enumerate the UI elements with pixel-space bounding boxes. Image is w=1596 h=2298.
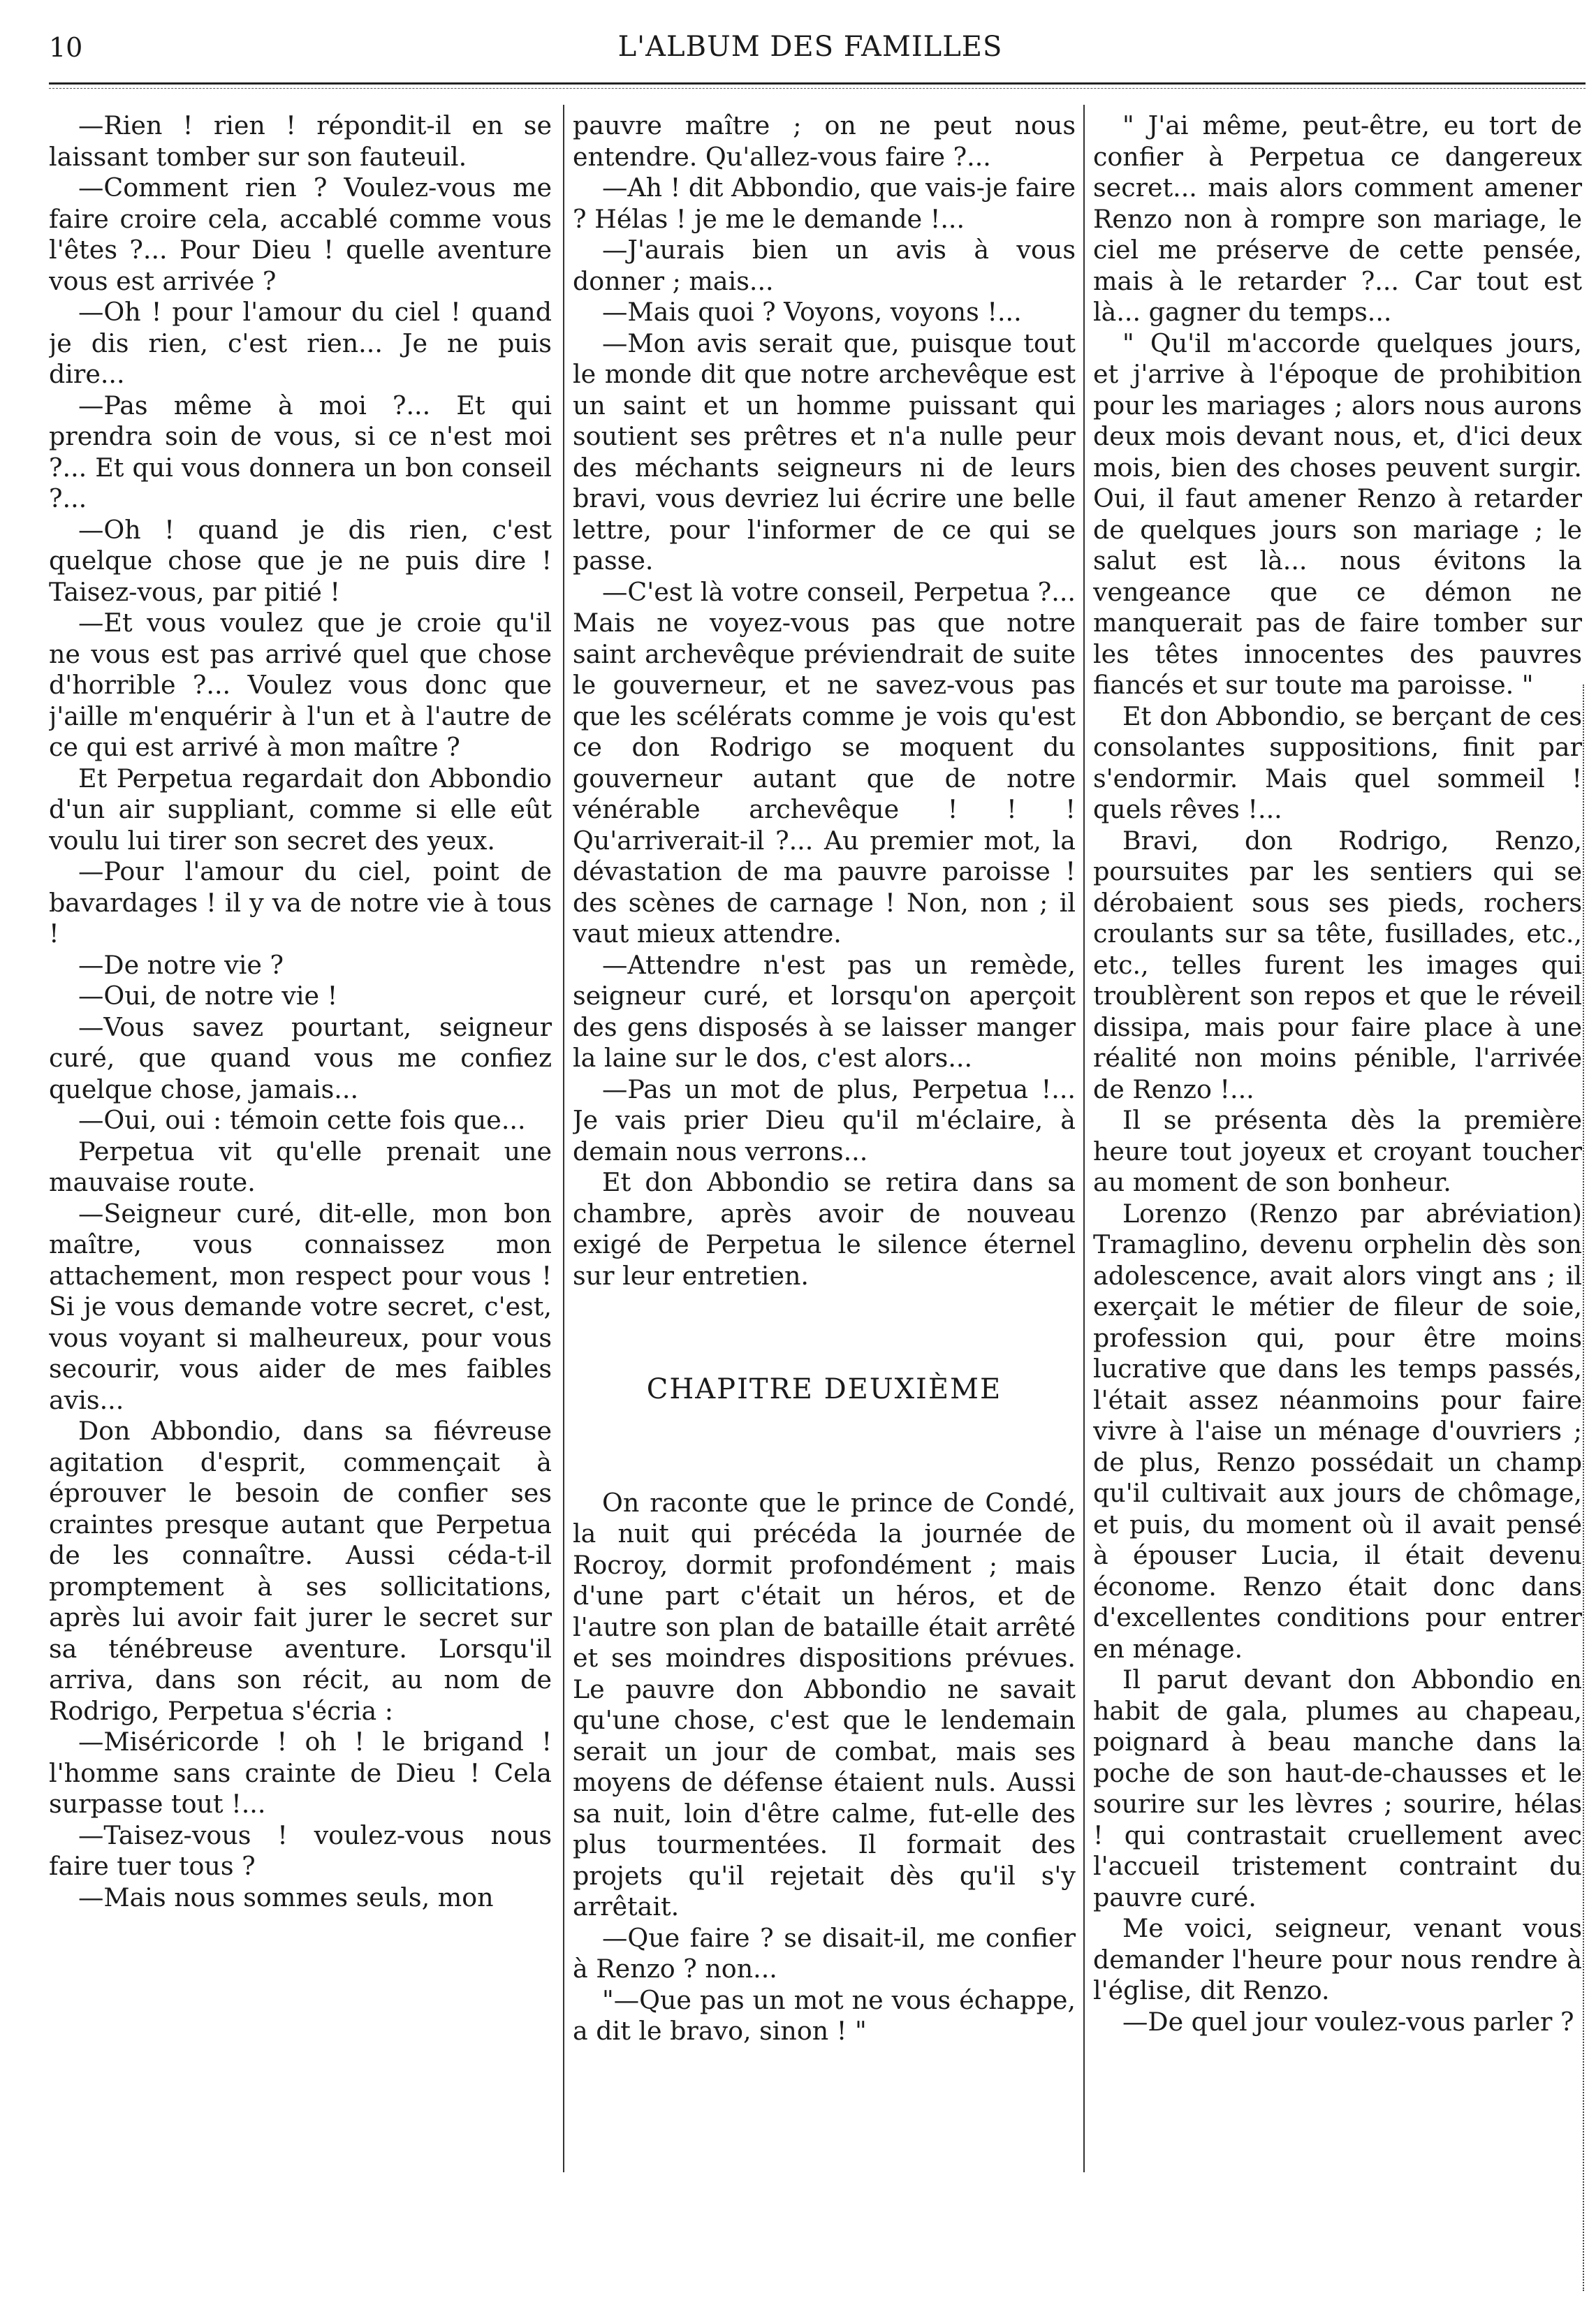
paragraph: —C'est là votre conseil, Perpetua ?... Mais ne voyez-vous pas que notre saint archevêque préviendrait de suite le gouverneur, et ne savez-vous pas que les scélérats comme je vois qu'est ce don Rodrigo se moquent du gouverneur autant que de notre vénérable archevêque ! ! ! Qu'arriverait-il ?... Au premier mot, la dévastation de ma pauvre paroisse ! des scènes de carnage ! Non, non ; il vaut mieux attendre. [573,576,1076,949]
column-divider [1083,105,1085,2172]
paragraph: Perpetua vit qu'elle prenait une mauvaise route. [49,1136,552,1197]
paragraph: Et don Abbondio se retira dans sa chambre, après avoir de nouveau exigé de Perpetua le silence éternel sur leur entretien. [573,1167,1076,1291]
paragraph: —Attendre n'est pas un remède, seigneur curé, et lorsqu'on aperçoit des gens disposés à se laisser manger la laine sur le dos, c'est alors... [573,949,1076,1073]
paragraph: " J'ai même, peut-être, eu tort de confier à Perpetua ce dangereux secret... mais alors comment amener Renzo non à rompre son mariage, le ciel me préserve de cette pensée, mais à le retarder ?... Car tout est là... gagner du temps... [1093,110,1582,327]
paragraph: Don Abbondio, dans sa fiévreuse agitation d'esprit, commençait à éprouver le besoin de confier ses craintes presque autant que Perpetua de les connaître. Aussi céda-t-il promptement à ses sollicitations, après lui avoir fait jurer le secret sur sa ténébreuse aventure. Lorsqu'il arriva, dans son récit, au nom de Rodrigo, Perpetua s'écria : [49,1416,552,1726]
paragraph: —Oui, oui : témoin cette fois que... [78,1105,526,1135]
paragraph: —Seigneur curé, dit-elle, mon bon maître, vous connaissez mon attachement, mon respect pour vous ! Si je vous demande votre secret, c'est, vous voyant si malheureux, pour vous secourir, vous aider de mes faibles avis... [49,1198,552,1415]
paragraph: "—Que pas un mot ne vous échappe, a dit le bravo, sinon ! " [573,1984,1076,2046]
column-2-continuation [573,110,1076,1291]
paragraph: —Miséricorde ! oh ! le brigand ! l'homme sans crainte de Dieu ! Cela surpasse tout !... [49,1727,552,1819]
column-divider [563,105,564,2172]
paragraph: —Vous savez pourtant, seigneur curé, que quand vous me confiez quelque chose, jamais... [49,1011,552,1104]
paragraph: —Oh ! pour l'amour du ciel ! quand je dis rien, c'est rien... Je ne puis dire... [49,297,552,389]
paragraph: —De quel jour voulez-vous parler ? [1122,2006,1574,2037]
text-column-1 [49,110,552,2234]
paragraph: —Mon avis serait que, puisque tout le monde dit que notre archevêque est un saint et un homme puissant qui soutient ses prêtres et n'a nulle peur des méchants seigneurs ni de leurs bravi, vous devriez lui écrire une belle lettre, pour l'informer de ce qui se passe. [573,328,1076,576]
paragraph: Et Perpetua regardait don Abbondio d'un air suppliant, comme si elle eût voulu lui tirer son secret des yeux. [49,763,552,856]
page-edge-dots [1583,685,1584,2291]
paragraph: —Que faire ? se disait-il, me confier à Renzo ? non... [573,1922,1076,1984]
paragraph: —J'aurais bien un avis à vous donner ; mais... [573,235,1076,296]
paragraph: —Mais nous sommes seuls, mon [78,1882,494,1912]
text-column-2 [573,110,1076,2234]
paragraph: pauvre maître ; on ne peut nous entendre. Qu'allez-vous faire ?... [573,110,1076,172]
text-column-3 [1093,110,1582,2234]
page-header [49,28,1572,70]
paragraph: —Ah ! dit Abbondio, que vais-je faire ? Hélas ! je me le demande !... [573,173,1076,234]
paragraph: —Taisez-vous ! voulez-vous nous faire tuer tous ? [49,1820,552,1881]
paragraph: Lorenzo (Renzo par abréviation) Tramaglino, devenu orphelin dès son adolescence, avait alors vingt ans ; il exerçait le métier de fileur de soie, profession qui, pour être moins lucrative que dans les temps passés, l'était assez néanmoins pour faire vivre à l'aise un ménage d'ouvriers ; de plus, Renzo possédait un champ qu'il cultivait aux jours de chômage, et puis, du moment où il avait pensé à épouser Lucia, il était devenu économe. Renzo était donc dans d'excellentes conditions pour entrer en ménage. [1093,1198,1582,1664]
paragraph: —Mais quoi ? Voyons, voyons !... [602,297,1022,327]
paragraph: —Pour l'amour du ciel, point de bavardages ! il y va de notre vie à tous ! [49,856,552,949]
header-rule-dashed [49,88,1586,89]
chapter-heading: CHAPITRE DEUXIÈME [646,1373,1002,1405]
chapter-two-opening [573,1488,1076,2047]
paragraph: Il se présenta dès la première heure tout joyeux et croyant toucher au moment de son bonheur. [1093,1105,1582,1197]
page-number: 10 [49,32,83,63]
paragraph: —Rien ! rien ! répondit-il en se laissant tomber sur son fauteuil. [49,110,552,172]
journal-title: L'ALBUM DES FAMILLES [617,31,1003,63]
paragraph: —Oh ! quand je dis rien, c'est quelque chose que je ne puis dire ! Taisez-vous, par pitié ! [49,514,552,607]
paragraph: —De notre vie ? [78,949,284,980]
paragraph: —Pas même à moi ?... Et qui prendra soin de vous, si ce n'est moi ?... Et qui vous donnera un bon conseil ?... [49,390,552,513]
paragraph: —Pas un mot de plus, Perpetua !... Je vais prier Dieu qu'il m'éclaire, à demain nous verrons... [573,1074,1076,1166]
paragraph: —Et vous voulez que je croie qu'il ne vous est pas arrivé quel que chose d'horrible ?... Voulez vous donc que j'aille m'enquérir à l'un et à l'autre de ce qui est arrivé à mon maître ? [49,608,552,762]
paragraph: Bravi, don Rodrigo, Renzo, poursuites par les sentiers qui se dérobaient sous ses pieds, rochers croulants sur sa tête, fusillades, etc., etc., telles furent les images qui troublèrent son repos et que le réveil dissipa, mais pour faire place à une réalité non moins pénible, l'arrivée de Renzo !... [1093,825,1582,1104]
paragraph: Il parut devant don Abbondio en habit de gala, plumes au chapeau, poignard à beau manche dans la poche de son haut-de-chausses et le sourire sur les lèvres ; sourire, hélas ! qui contrastait cruellement avec l'accueil tristement contraint du pauvre curé. [1093,1664,1582,1912]
paragraph: Me voici, seigneur, venant vous demander l'heure pour nous rendre à l'église, dit Renzo. [1093,1913,1582,2005]
paragraph: —Oui, de notre vie ! [78,981,338,1011]
header-rule [49,82,1586,85]
paragraph: On raconte que le prince de Condé, la nuit qui précéda la journée de Rocroy, dormit profondément ; mais d'une part c'était un héros, et de l'autre son plan de bataille était arrêté et ses moindres dispositions prévues. Le pauvre don Abbondio ne savait qu'une chose, c'est que le lendemain serait un jour de combat, mais ses moyens de défense étaient nuls. Aussi sa nuit, loin d'être calme, fut-elle des plus tourmentées. Il formait des projets qu'il rejetait dès qu'il s'y arrêtait. [573,1487,1076,1922]
paragraph: " Qu'il m'accorde quelques jours, et j'arrive à l'époque de prohibition pour les mariages ; alors nous aurons deux mois devant nous, et, d'ici deux mois, bien des choses peuvent surgir. Oui, il faut amener Renzo à retarder de quelques jours son mariage ; le salut est là... nous évitons la vengeance que ce démon ne manquerait pas de faire tomber sur les têtes innocentes des pauvres fiancés et sur toute ma paroisse. " [1093,328,1582,700]
paragraph: Et don Abbondio, se berçant de ces consolantes suppositions, finit par s'endormir. Mais quel sommeil ! quels rêves !... [1093,701,1582,824]
paragraph: —Comment rien ? Voulez-vous me faire croire cela, accablé comme vous l'êtes ?... Pour Dieu ! quelle aventure vous est arrivée ? [49,173,552,296]
